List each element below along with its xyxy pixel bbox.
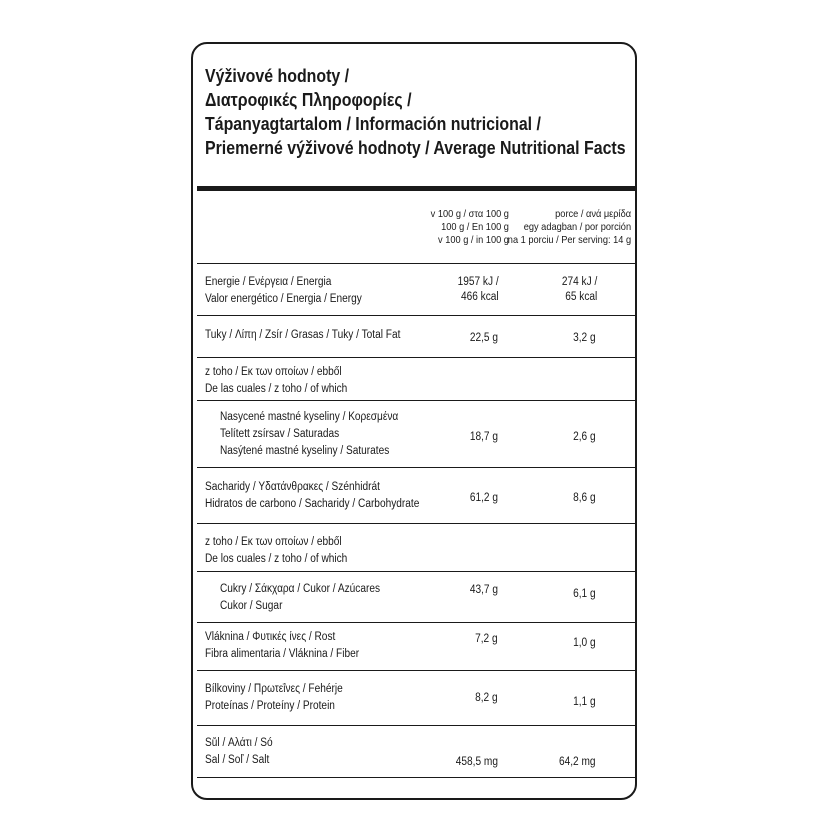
divider xyxy=(197,315,635,316)
divider xyxy=(197,467,635,468)
carbs-label-line-1: Sacharidy / Υδατάνθρακες / Szénhidrát xyxy=(205,481,380,493)
saturates-per-serving: 2,6 g xyxy=(573,431,596,443)
fat-label-line-1: Tuky / Λίπη / Zsír / Grasas / Tuky / Total Fat xyxy=(205,329,401,341)
header-per-100g xyxy=(431,208,509,247)
header-per-100g-line-2: 100 g / En 100 g xyxy=(441,221,509,233)
fibre-per-100g: 7,2 g xyxy=(475,633,498,645)
protein-per-100g: 8,2 g xyxy=(475,692,498,704)
divider xyxy=(197,725,635,726)
energy-per-serving-kj: 274 kJ / xyxy=(561,276,597,288)
protein-label-line-2: Proteínas / Proteíny / Protein xyxy=(205,700,335,712)
salt-label-line-2: Sal / Soľ / Salt xyxy=(205,754,270,766)
fibre-label-line-1: Vláknina / Φυτικές ίνες / Rost xyxy=(205,631,336,643)
divider xyxy=(197,622,635,623)
panel-title xyxy=(205,64,626,160)
energy-per-100g-kj: 1957 kJ / xyxy=(457,276,499,288)
sugars-per-serving: 6,1 g xyxy=(573,588,596,600)
sugars-label xyxy=(220,581,380,615)
carbs-label-line-2: Hidratos de carbono / Sacharidy / Carbohydrate xyxy=(205,498,420,510)
energy-per-serving xyxy=(562,275,597,305)
title-line-1: Výživové hodnoty / xyxy=(205,65,350,86)
saturates-per-100g: 18,7 g xyxy=(469,431,498,443)
energy-label-line-2: Valor energético / Energia / Energy xyxy=(205,293,362,305)
thick-divider xyxy=(197,186,635,191)
salt-label-line-1: Sůl / Αλάτι / Só xyxy=(205,737,273,749)
title-line-4: Priemerné výživové hodnoty / Average Nutritional Facts xyxy=(205,137,626,158)
divider xyxy=(197,357,635,358)
saturates-label-line-1: Nasycené mastné kyseliny / Κορεσμένα xyxy=(220,411,399,423)
divider xyxy=(197,571,635,572)
energy-per-100g-kcal: 466 kcal xyxy=(461,291,499,303)
saturates-label-line-2: Telített zsírsav / Saturadas xyxy=(220,428,340,440)
divider xyxy=(197,400,635,401)
protein-per-serving: 1,1 g xyxy=(573,696,596,708)
salt-label xyxy=(205,735,273,769)
energy-label xyxy=(205,274,362,308)
fibre-label-line-2: Fibra alimentaria / Vláknina / Fiber xyxy=(205,648,360,660)
divider xyxy=(197,670,635,671)
header-per-serving-line-1: porce / ανά μερίδα xyxy=(555,208,631,220)
fat-per-100g: 22,5 g xyxy=(469,332,498,344)
energy-per-100g xyxy=(458,275,499,305)
salt-per-serving: 64,2 mg xyxy=(559,756,596,768)
carbs-label xyxy=(205,479,419,513)
sugars-label-line-2: Cukor / Sugar xyxy=(220,600,283,612)
fat-of-which-line-1: z toho / Εκ των οποίων / ebből xyxy=(205,366,342,378)
carbs-of-which-line-1: z toho / Εκ των οποίων / ebből xyxy=(205,536,342,548)
salt-per-100g: 458,5 mg xyxy=(455,756,498,768)
header-per-100g-line-1: v 100 g / στα 100 g xyxy=(430,208,509,220)
title-line-3: Tápanyagtartalom / Información nutricional / xyxy=(205,113,541,134)
fat-of-which-label xyxy=(205,364,347,398)
fibre-label xyxy=(205,629,359,663)
header-per-serving xyxy=(508,208,631,247)
fat-of-which-line-2: De las cuales / z toho / of which xyxy=(205,383,348,395)
carbs-per-100g: 61,2 g xyxy=(469,492,498,504)
header-per-serving-line-2: egy adagban / por porción xyxy=(523,221,631,233)
divider xyxy=(197,523,635,524)
protein-label xyxy=(205,681,343,715)
saturates-label xyxy=(220,409,398,460)
carbs-per-serving: 8,6 g xyxy=(573,492,596,504)
protein-label-line-1: Bílkoviny / Πρωτεΐνες / Fehérje xyxy=(205,683,343,695)
title-line-2: Διατροφικές Πληροφορίες / xyxy=(205,89,412,110)
fat-label xyxy=(205,327,400,344)
sugars-label-line-1: Cukry / Σάκχαρα / Cukor / Azúcares xyxy=(220,583,381,595)
nutrition-facts-panel xyxy=(191,42,637,800)
header-per-serving-line-3: na 1 porciu / Per serving: 14 g xyxy=(507,234,631,246)
carbs-of-which-line-2: De los cuales / z toho / of which xyxy=(205,553,348,565)
carbs-of-which-label xyxy=(205,534,347,568)
fibre-per-serving: 1,0 g xyxy=(573,637,596,649)
header-per-100g-line-3: v 100 g / in 100 g xyxy=(438,234,509,246)
saturates-label-line-3: Nasýtené mastné kyseliny / Saturates xyxy=(220,445,390,457)
divider xyxy=(197,263,635,264)
energy-per-serving-kcal: 65 kcal xyxy=(564,291,597,303)
sugars-per-100g: 43,7 g xyxy=(469,584,498,596)
fat-per-serving: 3,2 g xyxy=(573,332,596,344)
energy-label-line-1: Energie / Ενέργεια / Energia xyxy=(205,276,332,288)
divider xyxy=(197,777,635,778)
